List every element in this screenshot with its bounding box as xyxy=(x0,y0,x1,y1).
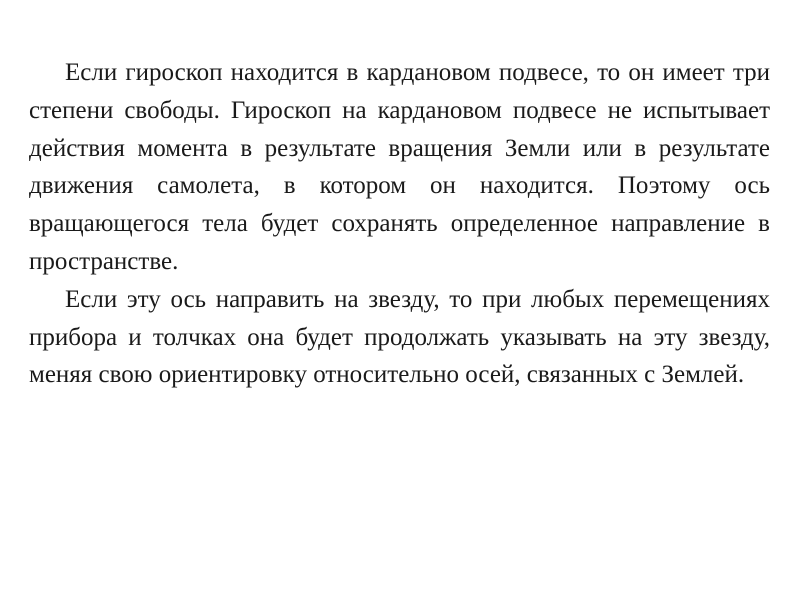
paragraph-gyroscope-gimbal: Если гироскоп находится в кардановом подвесе, то он имеет три степени свободы. Гироскоп на кардановом подвесе не испытывает действия момента в результате вращения Земли или в результате движения самолета, в котором он находится. Поэтому ось вращающегося тела будет сохранять определенное направление в пространстве. xyxy=(29,59,770,275)
paragraph-star-orientation: Если эту ось направить на звезду, то при любых перемещениях прибора и толчках она будет продолжать указывать на эту звезду, меняя свою ориентировку относительно осей, связанных с Землей. xyxy=(29,285,770,389)
body-text xyxy=(29,54,770,394)
